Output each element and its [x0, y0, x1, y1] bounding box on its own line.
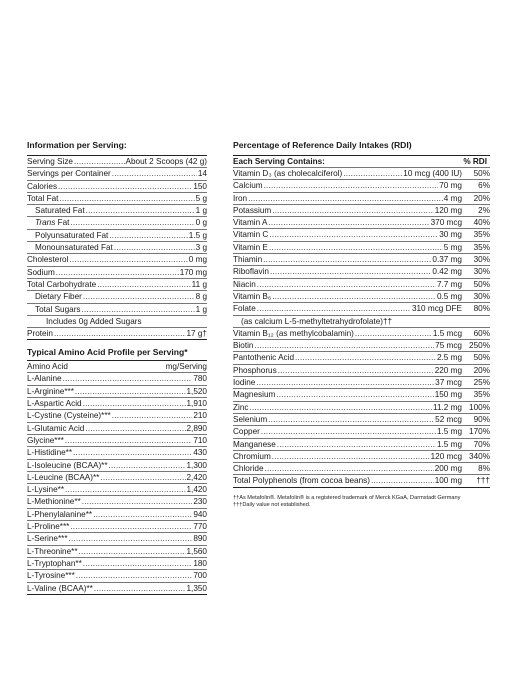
amino-row-label: L-Glutamic Acid [27, 423, 85, 433]
serving-row [27, 316, 207, 328]
leader-dots [79, 546, 186, 557]
amino-row [27, 558, 207, 570]
amino-row-label: L-Leucine (BCAA)** [27, 472, 100, 482]
amino-row-value: 770 [193, 522, 207, 532]
rdi-row-label: Pantothenic Acid [233, 353, 294, 363]
leader-dots [63, 373, 193, 384]
leader-dots [269, 242, 443, 253]
rdi-row-rdi: 30% [473, 267, 490, 277]
rdi-row-value: 5 mg [443, 242, 462, 252]
leader-dots [94, 583, 186, 594]
serving-row [27, 217, 207, 229]
leader-dots [58, 181, 192, 192]
rdi-row-value: 220 mg [434, 365, 462, 375]
leader-dots [73, 447, 192, 458]
leader-dots [54, 328, 186, 339]
rdi-row [233, 303, 490, 315]
serving-row-value: 150 [193, 181, 207, 191]
rdi-row-value: 2.5 mg [436, 353, 462, 363]
amino-row [27, 583, 207, 594]
rdi-row-label: Potassium [233, 205, 272, 215]
rdi-header-right: % RDI [463, 157, 487, 166]
serving-row [27, 181, 207, 193]
serving-row-label: Calories [27, 181, 58, 191]
amino-row-label: L-Tryptophan** [27, 558, 82, 568]
rdi-row-rdi: 2% [478, 205, 490, 215]
serving-row [27, 291, 207, 303]
rdi-row-label: Vitamin B₆ [233, 291, 272, 301]
rdi-row [233, 217, 490, 229]
leader-dots [69, 533, 193, 544]
rdi-row-rdi: 35% [473, 242, 490, 252]
serving-row-label: Includes 0g Added Sugars [46, 316, 142, 326]
rdi-row-value: 11.2 mg [433, 402, 462, 412]
rdi-row-value: 52 mcg [435, 414, 462, 424]
serving-row [27, 242, 207, 254]
amino-row [27, 398, 207, 410]
rdi-row [233, 475, 490, 486]
rdi-row-value: 120 mcg [430, 451, 462, 461]
amino-row [27, 496, 207, 508]
serving-row [27, 328, 207, 339]
leader-dots [254, 340, 434, 351]
rdi-table-header [233, 156, 490, 168]
serving-row-value: 1 g [195, 206, 207, 216]
leader-dots [82, 304, 195, 315]
serving-info-table [27, 155, 207, 340]
rdi-row-rdi: 100% [469, 402, 490, 412]
amino-row [27, 570, 207, 582]
rdi-row [233, 291, 490, 303]
serving-row-label: Protein [27, 329, 53, 339]
rdi-row-value: 120 mg [434, 205, 462, 215]
leader-dots [100, 472, 185, 483]
serving-info-column [27, 140, 207, 595]
amino-row [27, 460, 207, 472]
rdi-row-rdi: 50% [473, 353, 490, 363]
rdi-row [233, 180, 490, 192]
leader-dots [268, 414, 434, 425]
rdi-row-rdi: 340% [469, 451, 490, 461]
rdi-row-label: Riboflavin [233, 267, 269, 277]
rdi-row-rdi: ††† [476, 476, 490, 486]
leader-dots [76, 570, 193, 581]
amino-row [27, 373, 207, 385]
rdi-row-rdi: 20% [473, 193, 490, 203]
amino-row-value: 1,520 [186, 386, 207, 396]
serving-row-value: 0 mg [188, 255, 207, 265]
amino-row-value: 230 [193, 497, 207, 507]
amino-row-value: 1,910 [186, 399, 207, 409]
amino-row-label: L-Histidine** [27, 448, 73, 458]
leader-dots [75, 386, 186, 397]
amino-row-value: 780 [193, 374, 207, 384]
serving-row-label: Serving Size [27, 157, 73, 166]
amino-row-value: 890 [193, 534, 207, 544]
rdi-row [233, 168, 490, 180]
amino-row-label: L-Valine (BCAA)** [27, 583, 93, 593]
rdi-row-rdi: 20% [473, 365, 490, 375]
serving-row-label: Trans Fat [35, 218, 70, 228]
serving-row [27, 304, 207, 316]
amino-row [27, 533, 207, 545]
rdi-row-value: 200 mg [434, 464, 462, 474]
rdi-row [233, 266, 490, 278]
rdi-row-label: Iodine [233, 378, 256, 388]
serving-row-label: Cholesterol [27, 255, 69, 265]
serving-row [27, 205, 207, 217]
amino-row-value: 1,300 [186, 460, 207, 470]
rdi-row-rdi: 50% [473, 169, 490, 178]
amino-profile-table [27, 360, 207, 594]
amino-row [27, 509, 207, 521]
serving-row-value: 11 g [191, 279, 207, 289]
rdi-row-label: Selenium [233, 414, 268, 424]
rdi-row-value: 1.5 mg [436, 427, 462, 437]
rdi-row-rdi: 35% [473, 390, 490, 400]
amino-row [27, 423, 207, 435]
leader-dots [69, 254, 187, 265]
rdi-row [233, 402, 490, 414]
rdi-row-rdi: 90% [473, 414, 490, 424]
rdi-row-rdi: 30% [473, 291, 490, 301]
rdi-row-value: 30 mg [439, 230, 462, 240]
leader-dots [272, 205, 433, 216]
rdi-row-label: Calcium [233, 181, 263, 191]
leader-dots [256, 377, 434, 388]
amino-row [27, 546, 207, 558]
amino-row-value: 1,560 [186, 546, 207, 556]
rdi-row [233, 205, 490, 217]
serving-row-value: 3 g [195, 243, 207, 253]
serving-row-label: Monounsaturated Fat [35, 243, 113, 253]
rdi-row-label: Biotin [233, 341, 254, 351]
rdi-row-label: Chloride [233, 464, 264, 474]
amino-row-label: L-Aspartic Acid [27, 399, 82, 409]
rdi-row [233, 352, 490, 364]
rdi-row-value: 150 mg [434, 390, 462, 400]
amino-row-label: L-Proline*** [27, 522, 70, 532]
amino-row-value: 1,350 [186, 583, 207, 593]
amino-row [27, 386, 207, 398]
rdi-row-value: 75 mcg [435, 341, 462, 351]
rdi-row-value: 7.7 mg [436, 279, 462, 289]
leader-dots [114, 242, 195, 253]
amino-row-value: 2,890 [186, 423, 207, 433]
rdi-row-label: Niacin [233, 279, 256, 289]
leader-dots [249, 402, 432, 413]
serving-row-label: Total Fat [27, 193, 59, 203]
rdi-header-left: Each Serving Contains: [233, 157, 325, 166]
serving-row-value: 1 g [195, 304, 207, 314]
amino-row [27, 484, 207, 496]
leader-dots [295, 352, 436, 363]
leader-dots [74, 156, 125, 167]
amino-header-right: mg/Serving [165, 362, 207, 372]
rdi-row-rdi: 60% [473, 328, 490, 338]
rdi-column [233, 140, 490, 509]
amino-row-label: L-Alanine [27, 374, 62, 384]
rdi-row-label: Vitamin B₁₂ (as methylcobalamin) [233, 328, 354, 338]
rdi-row-label: Zinc [233, 402, 249, 412]
serving-row-label: Servings per Container [27, 169, 111, 179]
leader-dots [65, 484, 185, 495]
leader-dots [272, 291, 436, 302]
rdi-row-value: 0.37 mg [432, 255, 462, 265]
rdi-row [233, 389, 490, 401]
rdi-row [233, 377, 490, 389]
rdi-row-label: Magnesium [233, 390, 276, 400]
amino-row-label: L-Lysine** [27, 485, 65, 495]
rdi-row-value: 310 mcg DFE [411, 304, 462, 314]
amino-row-label: L-Arginine*** [27, 386, 74, 396]
serving-row [27, 267, 207, 279]
rdi-title: Percentage of Reference Daily Intakes (RDI) [233, 140, 412, 150]
leader-dots [264, 180, 439, 191]
rdi-row-value: 37 mcg [435, 378, 462, 388]
rdi-row [233, 414, 490, 426]
footnote-daily-value: †††Daily value not established. [233, 501, 311, 508]
leader-dots [371, 475, 434, 486]
serving-info-title: Information per Serving: [27, 140, 127, 150]
rdi-row [233, 316, 490, 328]
footnotes [233, 495, 490, 509]
amino-table-header [27, 361, 207, 373]
leader-dots [277, 439, 436, 450]
amino-row-label: L-Tyrosine*** [27, 571, 75, 581]
footnote-metafolin: ††As Metafolin®. Metafolin® is a registered trademark of Merck KGaA, Darmstadt Germany [233, 494, 461, 501]
rdi-row [233, 254, 490, 266]
rdi-row-rdi: 6% [478, 181, 490, 191]
leader-dots [70, 521, 192, 532]
amino-row-label: L-Methionine** [27, 497, 81, 507]
rdi-row-rdi: 170% [469, 427, 490, 437]
rdi-row [233, 279, 490, 291]
serving-row [27, 156, 207, 168]
serving-row-value: 0 g [195, 218, 207, 228]
rdi-row [233, 340, 490, 352]
amino-row-label: L-Threonine** [27, 546, 78, 556]
amino-row-value: 210 [193, 411, 207, 421]
serving-row-label: Saturated Fat [35, 206, 85, 216]
amino-row-label: L-Serine*** [27, 534, 68, 544]
leader-dots [86, 205, 195, 216]
serving-row-label: Total Sugars [35, 304, 81, 314]
leader-dots [56, 267, 179, 278]
rdi-row-rdi: 30% [473, 255, 490, 265]
rdi-row-label: Chromium [233, 451, 271, 461]
serving-row-label: Polyunsaturated Fat [35, 230, 109, 240]
serving-row-label: Total Carbohydrate [27, 279, 97, 289]
rdi-row-value: 100 mg [434, 476, 462, 486]
leader-dots [65, 435, 192, 446]
serving-row [27, 193, 207, 205]
leader-dots [261, 426, 436, 437]
rdi-row-label: Vitamin E [233, 242, 268, 252]
rdi-row [233, 463, 490, 475]
rdi-row-rdi: 70% [473, 439, 490, 449]
rdi-row [233, 242, 490, 254]
amino-row-value: 180 [193, 558, 207, 568]
amino-profile-title: Typical Amino Acid Profile per Serving* [27, 347, 188, 358]
rdi-row [233, 328, 490, 340]
amino-row [27, 447, 207, 459]
rdi-row-value: 1.5 mcg [432, 328, 462, 338]
leader-dots [97, 279, 190, 290]
leader-dots [83, 558, 193, 569]
leader-dots [70, 217, 194, 228]
serving-row-value: 1.5 g [188, 230, 207, 240]
rdi-row-label: Vitamin D₃ (as cholecalciferol) [233, 169, 343, 178]
amino-row-value: 2,420 [186, 472, 207, 482]
rdi-rows [233, 168, 490, 487]
leader-dots [112, 410, 193, 421]
rdi-row-label: Total Polyphenols (from cocoa beans) [233, 476, 370, 486]
rdi-row-value: 0.5 mg [436, 291, 462, 301]
serving-row-value: 8 g [195, 292, 207, 302]
serving-row-label: Dietary Fiber [35, 292, 82, 302]
amino-row-value: 700 [193, 571, 207, 581]
leader-dots [109, 460, 186, 471]
amino-header-left: Amino Acid [27, 362, 68, 372]
rdi-row-rdi: 50% [473, 279, 490, 289]
rdi-row-value: 0.42 mg [432, 267, 462, 277]
rdi-table [233, 155, 490, 488]
leader-dots [112, 168, 197, 179]
rdi-row [233, 229, 490, 241]
rdi-row-label: Vitamin C [233, 230, 269, 240]
rdi-row [233, 439, 490, 451]
leader-dots [109, 230, 188, 241]
rdi-row [233, 426, 490, 438]
rdi-row-value: 1.5 mg [436, 439, 462, 449]
leader-dots [355, 328, 432, 339]
rdi-row-rdi: 250% [469, 341, 490, 351]
leader-dots [82, 496, 193, 507]
serving-row [27, 168, 207, 180]
amino-row-value: 940 [193, 509, 207, 519]
serving-row-value: 14 [197, 169, 207, 179]
amino-row-value: 430 [193, 448, 207, 458]
rdi-row-label: (as calcium L-5-methyltetrahydrofolate)†† [241, 316, 393, 326]
leader-dots [248, 193, 443, 204]
rdi-row [233, 365, 490, 377]
rdi-row-rdi: 80% [473, 304, 490, 314]
rdi-row-value: 4 mg [443, 193, 462, 203]
rdi-row-value: 70 mg [439, 181, 462, 191]
leader-dots [276, 389, 433, 400]
amino-row [27, 435, 207, 447]
amino-row-label: L-Phenylalanine** [27, 509, 93, 519]
amino-row [27, 521, 207, 533]
rdi-row-label: Manganese [233, 439, 276, 449]
leader-dots [93, 509, 192, 520]
amino-row [27, 472, 207, 484]
rdi-row-rdi: 35% [473, 230, 490, 240]
leader-dots [59, 193, 194, 204]
serving-row [27, 230, 207, 242]
rdi-row-label: Thiamin [233, 255, 263, 265]
amino-row-value: 710 [193, 435, 207, 445]
rdi-row-rdi: 25% [473, 378, 490, 388]
leader-dots [257, 279, 436, 290]
leader-dots [263, 254, 431, 265]
rdi-row-rdi: 8% [478, 464, 490, 474]
rdi-row-label: Folate [233, 304, 256, 314]
leader-dots [85, 423, 185, 434]
leader-dots [268, 217, 429, 228]
rdi-row [233, 193, 490, 205]
amino-row-label: L-Isoleucine (BCAA)** [27, 460, 108, 470]
amino-rows [27, 373, 207, 593]
rdi-row-label: Phosphorus [233, 365, 277, 375]
leader-dots [270, 266, 431, 277]
leader-dots [278, 365, 434, 376]
serving-row-label: Sodium [27, 267, 55, 277]
leader-dots [343, 168, 402, 179]
leader-dots [272, 451, 430, 462]
leader-dots [83, 291, 195, 302]
rdi-row-rdi: 40% [473, 218, 490, 228]
serving-row [27, 254, 207, 266]
leader-dots [269, 229, 438, 240]
leader-dots [257, 303, 411, 314]
amino-row-label: Glycine*** [27, 435, 64, 445]
leader-dots [265, 463, 434, 474]
rdi-row-label: Vitamin A [233, 218, 268, 228]
serving-row-value: 17 g† [186, 329, 207, 339]
leader-dots [83, 398, 186, 409]
serving-row [27, 279, 207, 291]
amino-row [27, 410, 207, 422]
serving-row-value: About 2 Scoops (42 g) [125, 157, 207, 166]
rdi-row-value: 370 mcg [430, 218, 462, 228]
rdi-row-value: 10 mcg (400 IU) [403, 169, 462, 178]
serving-row-value: 5 g [195, 193, 207, 203]
rdi-row [233, 451, 490, 463]
amino-row-value: 1,420 [186, 485, 207, 495]
rdi-row-label: Iron [233, 193, 248, 203]
serving-row-value: 170 mg [179, 267, 207, 277]
rdi-row-label: Copper [233, 427, 260, 437]
amino-row-label: L-Cystine (Cysteine)*** [27, 411, 111, 421]
